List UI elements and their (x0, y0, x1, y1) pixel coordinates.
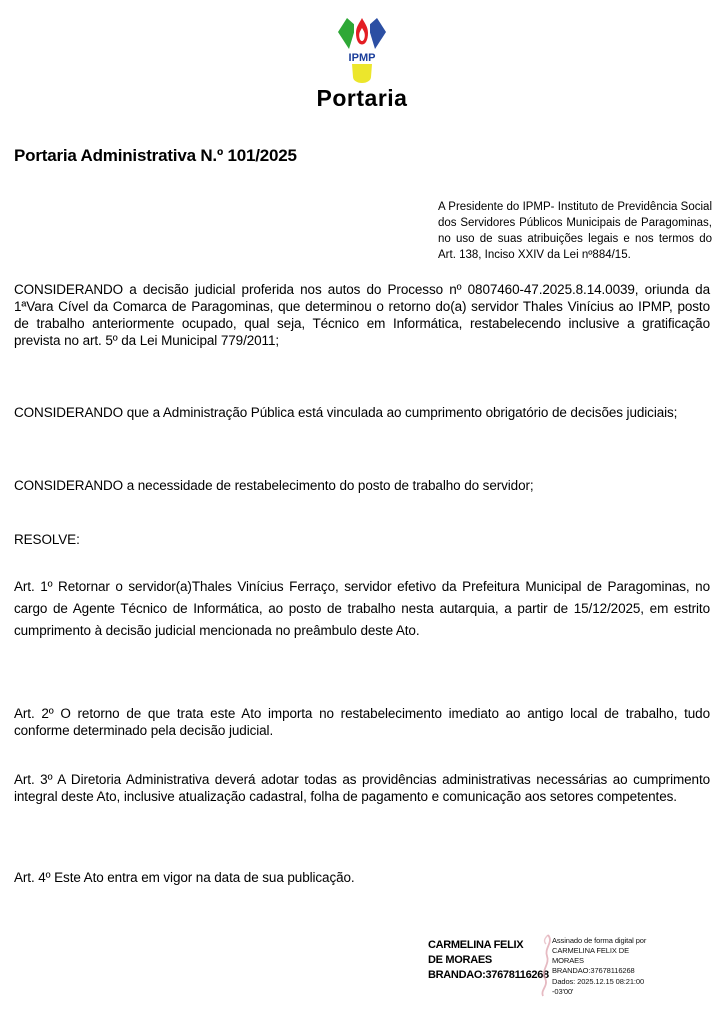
signer-name: CARMELINA FELIX DE MORAES BRANDAO:37678116268 (428, 939, 549, 981)
logo-text: IPMP (348, 52, 376, 64)
paragraph-considerando-2: CONSIDERANDO que a Administração Pública está vinculada ao cumprimento obrigatório de decisões judiciais; (14, 405, 678, 420)
ipmp-logo (335, 15, 389, 85)
document-heading: Portaria Administrativa N.º 101/2025 (14, 146, 297, 165)
paragraph-art-2: Art. 2º O retorno de que trata este Ato importa no restabelecimento imediato ao antigo local de trabalho, tudo conforme determinado pela decisão judicial. (14, 706, 710, 738)
logo-yellow-cup (352, 64, 372, 83)
paragraph-resolve: RESOLVE: (14, 532, 80, 547)
logo-blue-diamond (368, 18, 386, 49)
logo-green-diamond (338, 18, 356, 49)
page-title: Portaria (316, 85, 408, 111)
paragraph-art-4: Art. 4º Este Ato entra em vigor na data de sua publicação. (14, 870, 355, 885)
paragraph-art-1: Art. 1º Retornar o servidor(a)Thales Vinícius Ferraço, servidor efetivo da Prefeitura Municipal de Paragominas, no cargo de Agente Técnico de Informática, ao posto de trabalho nesta autarquia, a partir de 15/12/2025, em estrito cumprimento à decisão judicial mencionada no preâmbulo deste Ato. (14, 579, 710, 638)
paragraph-art-3: Art. 3º A Diretoria Administrativa deverá adotar todas as providências administrativas necessárias ao cumprimento integral deste Ato, inclusive atualização cadastral, folha de pagamento e comunicação aos setores competentes. (14, 772, 710, 804)
preamble-paragraph: A Presidente do IPMP- Instituto de Previdência Social dos Servidores Públicos Municipais de Paragominas, no uso de suas atribuições legais e nos termos do Art. 138, Inciso XXIV da Lei nº884/15. (438, 201, 712, 262)
digital-signature-note: Assinado de forma digital por CARMELINA FELIX DE MORAES BRANDAO:37678116268 Dados: 2025.12.15 08:21:00 -03'00' (552, 936, 647, 996)
paragraph-considerando-1: CONSIDERANDO a decisão judicial proferida nos autos do Processo nº 0807460-47.2025.8.14.0039, oriunda da 1ªVara Cível da Comarca de Paragominas, que determinou o retorno do(a) servidor Thales Vinícius ao IPMP, posto de trabalho anteriormente ocupado, qual seja, Técnico em Informática, restabelecendo inclusive a gratificação prevista no art. 5º da Lei Municipal 779/2011; (14, 282, 710, 348)
paragraph-considerando-3: CONSIDERANDO a necessidade de restabelecimento do posto de trabalho do servidor; (14, 478, 534, 493)
digital-signature-block (428, 932, 654, 998)
